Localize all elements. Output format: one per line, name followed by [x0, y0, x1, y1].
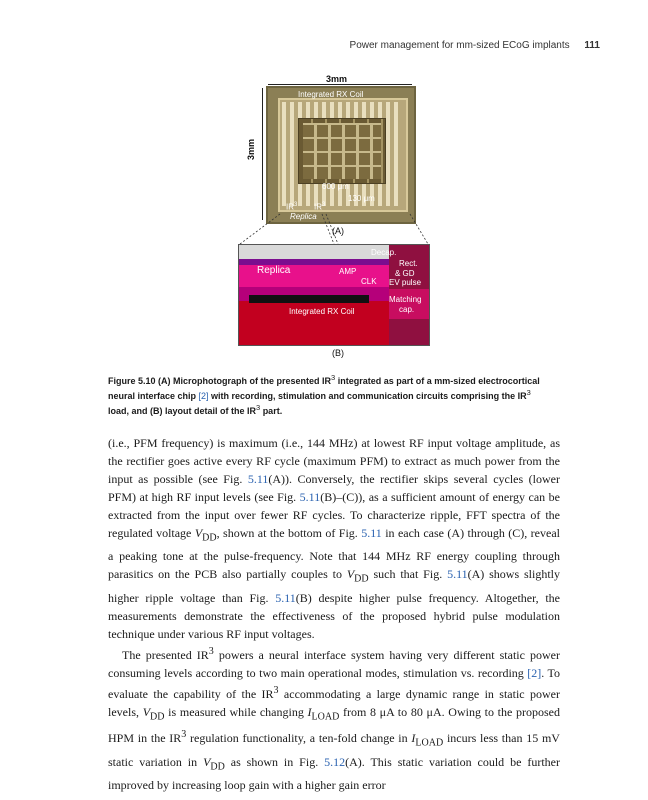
fig-ref[interactable]: 5.11 — [447, 567, 468, 582]
layout-replica-label: Replica — [257, 265, 291, 276]
layout-detail — [238, 244, 430, 346]
fig-ref[interactable]: 5.11 — [361, 526, 382, 540]
coil-label: Integrated RX Coil — [298, 90, 364, 99]
layout-coil-label: Integrated RX Coil — [289, 307, 355, 316]
body-text — [108, 434, 560, 794]
ir3-label-right: $IR^3$ — [314, 202, 326, 212]
layout-matching-block — [389, 289, 429, 319]
panel-b-label: (B) — [332, 348, 344, 358]
running-title: Power management for mm-sized ECoG implants — [349, 40, 570, 51]
layout-clk-label: CLK — [361, 277, 377, 286]
die-height-label: 3mm — [246, 138, 256, 160]
caption-text-2b: with recording, stimulation and communication circuits comprising the IR — [208, 391, 527, 401]
fig-ref[interactable]: 5.11 — [275, 590, 296, 605]
dim-600-label: 600 μm — [322, 182, 349, 191]
dim-130-label: 130 μm — [348, 194, 375, 203]
layout-matching-label: Matching — [389, 295, 422, 304]
panel-a-label: (A) — [332, 226, 344, 236]
figure-5-10 — [0, 0, 648, 370]
caption-label: Figure 5.10 — [108, 376, 156, 386]
figure-caption — [108, 372, 548, 417]
caption-sup-3: 3 — [256, 403, 261, 412]
caption-sup-2: 3 — [526, 388, 531, 397]
layout-amp-label: AMP — [339, 267, 357, 276]
caption-text-2: neural interface chip — [108, 391, 199, 401]
fig-ref[interactable]: 5.11 — [247, 472, 269, 486]
layout-dark-trace — [249, 295, 369, 303]
caption-citation[interactable]: [2] — [198, 391, 209, 401]
layout-ev-label: EV pulse — [389, 278, 422, 287]
caption-sup-1: 3 — [331, 373, 336, 382]
citation-ref[interactable]: [2] — [527, 665, 542, 680]
die-width-label: 3mm — [326, 74, 348, 84]
page-number: 111 — [584, 40, 600, 51]
paragraph-2: The presented $IR^3$ powers a neural interface system having very different static power consuming levels according to two main operational modes, stimulation vs. recording [2]. To evaluate the capability of the $IR^3$ accommodating a large dynamic range in static power levels, $V_{DD}$ is measured while changing $I_{LOAD}$ from 8 μA to 80 μA. Owing to the proposed HPM in the $IR^3$ regulation functionality, a ten-fold change in $I_{LOAD}$ incurs less than 15 mV static variation in $V_{DD}$ as shown in Fig. 5.12(A). This static variation could be further improved by increasing loop gain with a higher gain error — [108, 645, 561, 792]
ir3-label-left: $IR^3$ — [286, 202, 298, 212]
replica-label: Replica — [290, 212, 317, 221]
fig-ref[interactable]: 5.12 — [324, 754, 346, 769]
caption-text-3b: part. — [260, 406, 283, 416]
caption-text-3: load, and (B) layout detail of the IR — [108, 406, 257, 416]
caption-text-1b: integrated as part of a mm-sized electrocortical — [335, 376, 540, 386]
layout-gd-label: & GD — [395, 269, 415, 278]
layout-decap-label: Decap. — [371, 248, 397, 257]
caption-text-1: (A) Microphotograph of the presented IR — [158, 376, 332, 386]
layout-rect-label: Rect. — [399, 259, 418, 268]
layout-cap-label: cap. — [399, 305, 415, 314]
fig-ref[interactable]: 5.11 — [299, 490, 321, 504]
paragraph-1: (i.e., PFM frequency) is maximum (i.e., 144 MHz) at lowest RF input voltage amplitude, as the rectifier goes active every RF cycle (maximum PFM) to extract as much power from the input as possible (see Fig. 5.11(A)). Conversely, the rectifier skips several cycles (lower PFM) at high RF input levels (see Fig. 5.11(B)–(C)), as a sufficient amount of energy can be extracted from the input over fewer RF cycles. To characterize ripple, FFT spectra of the regulated voltage $V_{DD}$, shown at the bottom of Fig. 5.11 in each case (A) through (C), reveal a peaking tone at the pulse-frequency. Note that 144 MHz RF energy coupling through parasitics on the PCB also partially couples to $V_{DD}$ such that Fig. 5.11(A) shows slightly higher ripple voltage than Fig. 5.11(B) despite higher pulse frequency. Altogether, the measurements demonstrate the effectiveness of the proposed hybrid pulse modulation technique under various RF input voltages. — [108, 436, 561, 641]
